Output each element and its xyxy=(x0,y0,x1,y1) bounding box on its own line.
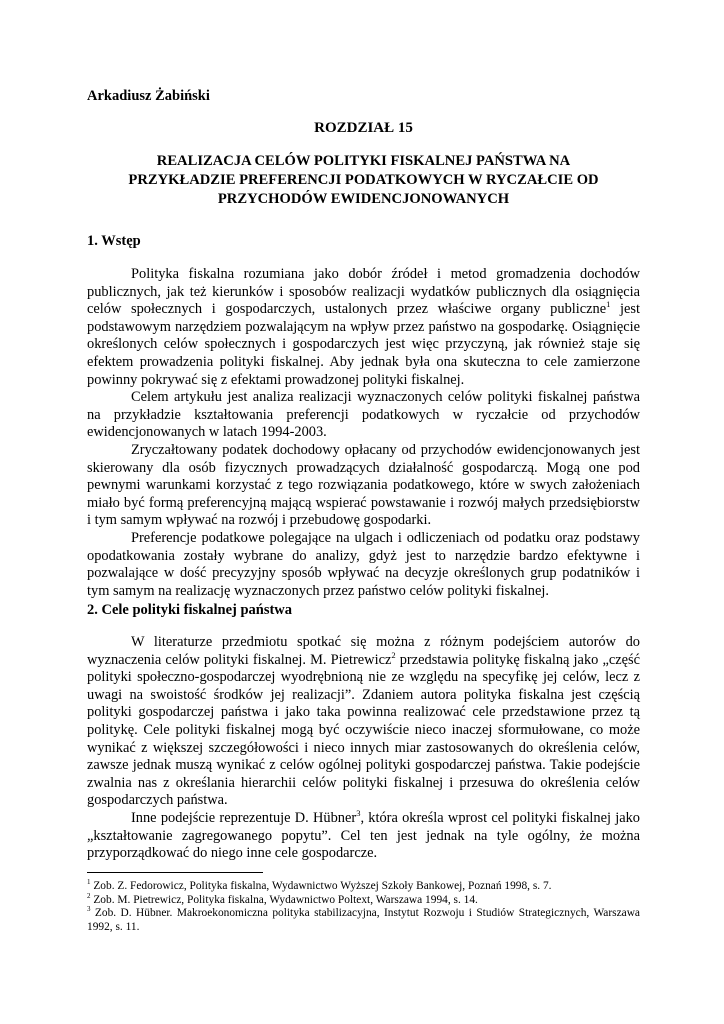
footnote-number: 2 xyxy=(87,891,91,900)
footnote-text: Zob. Z. Fedorowicz, Polityka fiskalna, Wydawnictwo Wyższej Szkoły Bankowej, Poznań 1998, s. 7. xyxy=(90,880,552,892)
footnote xyxy=(87,891,640,908)
paragraph: Preferencje podatkowe polegające na ulgach i odliczeniach od podatku oraz podstawy opodatkowania zostały wybrane do analizy, gdyż jest to narzędzie bardzo efektywne i pozwalające w dość precyzyjny sposób wpływać na decyzje określonych grup podatników i tym samym na realizację wyznaczonych przez państwo celów polityki fiskalnej. xyxy=(87,529,640,599)
paragraph-text: W literaturze przedmiotu spotkać się można z różnym podejściem autorów do wyznaczenia celów polityki fiskalnej. M. Pietrewicz xyxy=(87,634,640,668)
section-heading-introduction: 1. Wstęp xyxy=(87,233,141,249)
paragraph xyxy=(87,266,640,389)
paragraph xyxy=(87,807,640,863)
section-heading-fiscal-goals: 2. Cele polityki fiskalnej państwa xyxy=(87,602,293,618)
footnote-ref[interactable]: 3 xyxy=(356,807,361,818)
paragraph: Zryczałtowany podatek dochodowy opłacany od przychodów ewidencjonowanych jest skierowany dla osób fizycznych prowadzących działalność gospodarczą. Mogą one pod pewnymi warunkami korzystać z tego rozwiązania podatkowego, które w swych założeniach miało być formą preferencyjną mającą wspierać powstawanie i rozwój małych przedsiębiorstw i tym samym wpływać na rozwój i przebudowę gospodarki. xyxy=(87,441,640,529)
chapter-number: ROZDZIAŁ 15 xyxy=(314,120,413,136)
paragraph-text: , która określa wprost cel polityki fiskalnej jako „kształtowanie zagregowanego popytu”. Cel ten jest jednak na tyle ogólny, że można przyporządkować do niego inne cele gospodarcze. xyxy=(87,809,640,862)
footnote-separator xyxy=(87,872,263,873)
paragraph-text: Inne podejście reprezentuje D. Hübner xyxy=(131,809,357,826)
footnote-ref[interactable]: 1 xyxy=(606,299,611,310)
section-introduction-body xyxy=(87,266,640,600)
title-line: PRZYCHODÓW EWIDENCJONOWANYCH xyxy=(217,191,510,207)
title-line: PRZYKŁADZIE PREFERENCJI PODATKOWYCH W RYCZAŁCIE OD xyxy=(128,172,599,188)
footnote xyxy=(87,880,640,894)
footnote-text: Zob. M. Pietrewicz, Polityka fiskalna, Wydawnictwo Poltext, Warszawa 1994, s. 14. xyxy=(90,893,478,906)
paragraph-text: Polityka fiskalna rozumiana jako dobór źródeł i metod gromadzenia dochodów publicznych, jak też kierunków i sposobów realizacji wydatków publicznych dla osiągnięcia celów społecznych i gospodarczych, ustalonych przez właściwe organy publiczne xyxy=(87,266,640,318)
title-line: REALIZACJA CELÓW POLITYKI FISKALNEJ PAŃSTWA NA xyxy=(156,153,571,169)
footnote xyxy=(87,907,640,934)
footnote-number: 3 xyxy=(87,905,91,914)
footnote-ref[interactable]: 2 xyxy=(391,649,396,660)
paragraph: Celem artykułu jest analiza realizacji wyznaczonych celów polityki fiskalnej państwa na przykładzie kształtowania preferencji podatkowych w ryczałcie od przychodów ewidencjonowanych w latach 1994-2003. xyxy=(87,389,640,441)
footnote-text: Zob. D. Hübner. Makroekonomiczna polityka stabilizacyjna, Instytut Rozwoju i Studiów Strategicznych, Warszawa 1992, s. 11. xyxy=(87,907,640,933)
paragraph-text: jest podstawowym narzędziem pozwalającym na wpływ przez państwo na gospodarkę. Osiągnięcie określonych celów społecznych i gospodarczych jest więc przyczyną, jak również staje się efektem prowadzenia polityki fiskalnej. Aby jednak była ona skuteczna to cele zamierzone powinny pokrywać się z efektami prowadzonej polityki fiskalnej. xyxy=(87,301,640,388)
footnotes xyxy=(87,880,640,934)
author-name: Arkadiusz Żabiński xyxy=(87,88,210,104)
chapter-title xyxy=(87,152,640,209)
footnote-number: 1 xyxy=(87,878,91,886)
paragraph-text: przedstawia politykę fiskalną jako „część polityki społeczno-gospodarczej wyodrębnioną nie ze względu na specyfikę jej celów, lecz z uwagi na swoistość środków jej realizacji”. Zdaniem autora polityka fiskalna jest częścią polityki gospodarczej państwa i jako taka powinna realizować cele przedstawione przez tą politykę. Cele polityki fiskalnej mogą być oczywiście nieco inaczej sformułowane, co może wynikać z większej szczegółowości i nieco innych miar zastosowanych do określenia celów, zawsze jednak muszą wynikać z celów ogólnej polityki gospodarczej państwa. Takie podejście zwalnia nas z określania hierarchii celów polityki fiskalnej i przesuwa do określenia celów gospodarczych państwa. xyxy=(87,651,640,809)
section-fiscal-goals-body xyxy=(87,634,640,863)
paragraph xyxy=(87,634,640,810)
